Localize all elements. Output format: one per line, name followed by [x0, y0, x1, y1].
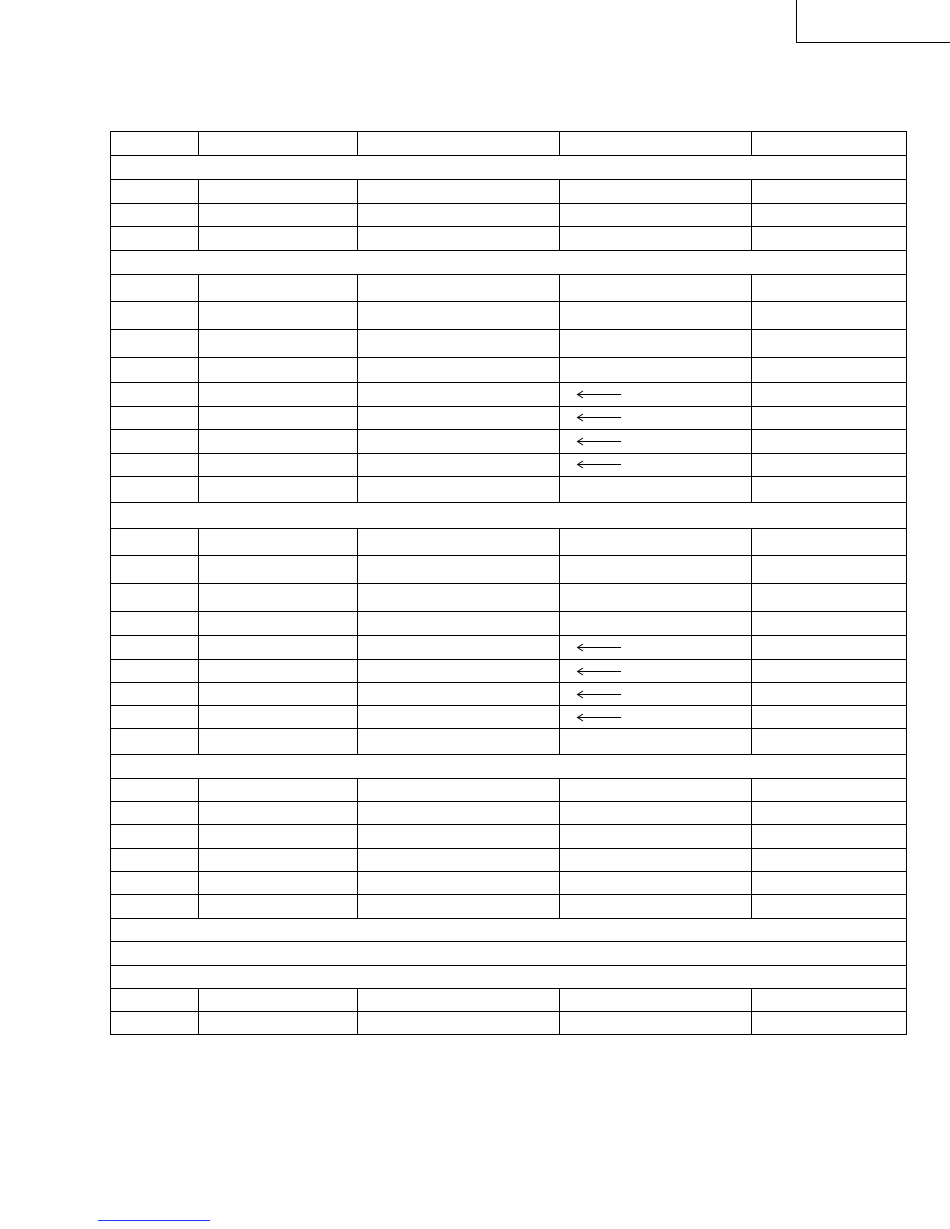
- table-row: [111, 706, 907, 729]
- table-cell: [199, 476, 358, 502]
- section-cell: [111, 251, 907, 275]
- table-cell: [560, 988, 752, 1011]
- table-cell: [199, 555, 358, 583]
- table-cell: [111, 358, 199, 383]
- table-cell: [358, 988, 560, 1011]
- table-row: [111, 825, 907, 849]
- table-cell: [199, 275, 358, 302]
- table-cell: [199, 872, 358, 895]
- table-cell: [199, 302, 358, 330]
- table-cell: [111, 611, 199, 635]
- table-cell: [111, 204, 199, 227]
- table-cell: [199, 583, 358, 611]
- table-cell: [111, 227, 199, 251]
- table-row: [111, 729, 907, 755]
- table-cell: [560, 204, 752, 227]
- table-cell: [199, 635, 358, 659]
- table-cell: [560, 802, 752, 825]
- table-cell: [358, 383, 560, 406]
- table-cell: [752, 330, 907, 358]
- left-arrow-icon: [576, 460, 622, 469]
- table-cell: [560, 528, 752, 555]
- table-cell: [358, 406, 560, 429]
- table-cell: [111, 779, 199, 802]
- table-cell: [560, 358, 752, 383]
- section-row: [111, 965, 907, 988]
- table-cell: [199, 729, 358, 755]
- table-cell: [560, 849, 752, 872]
- table-row: [111, 988, 907, 1011]
- table-cell: [199, 330, 358, 358]
- table-cell: [560, 683, 752, 706]
- table-cell: [752, 706, 907, 729]
- table-cell: [111, 988, 199, 1011]
- left-arrow-icon: [576, 643, 622, 652]
- table-cell: [199, 895, 358, 918]
- table-row: [111, 611, 907, 635]
- table-cell: [358, 429, 560, 453]
- left-arrow-icon: [576, 437, 622, 446]
- table-row: [111, 429, 907, 453]
- table-cell: [358, 825, 560, 849]
- table-row: [111, 227, 907, 251]
- table-cell: [199, 358, 358, 383]
- table-cell: [111, 275, 199, 302]
- table-cell: [358, 706, 560, 729]
- table-cell: [752, 227, 907, 251]
- table-cell: [358, 275, 560, 302]
- table-cell: [752, 659, 907, 682]
- table-cell: [358, 872, 560, 895]
- table-cell: [199, 825, 358, 849]
- table-cell: [111, 659, 199, 682]
- table-cell: [358, 180, 560, 204]
- left-arrow-icon: [576, 667, 622, 676]
- left-arrow-icon: [576, 690, 622, 699]
- table-row: [111, 555, 907, 583]
- table-cell: [199, 611, 358, 635]
- table-cell: [111, 895, 199, 918]
- table-cell: [199, 383, 358, 406]
- table-cell: [358, 583, 560, 611]
- table-row: [111, 302, 907, 330]
- table-cell: [358, 330, 560, 358]
- table-cell: [111, 330, 199, 358]
- table-cell: [199, 659, 358, 682]
- table-cell: [752, 204, 907, 227]
- table-cell: [111, 528, 199, 555]
- table-cell: [358, 635, 560, 659]
- table-cell: [111, 849, 199, 872]
- table-cell: [111, 383, 199, 406]
- table-cell: [358, 611, 560, 635]
- section-cell: [111, 156, 907, 180]
- table-row: [111, 849, 907, 872]
- table-cell: [752, 555, 907, 583]
- table-cell: [199, 1011, 358, 1034]
- table-cell: [111, 476, 199, 502]
- table-cell: [358, 802, 560, 825]
- table-cell: [560, 302, 752, 330]
- table-cell: [752, 453, 907, 476]
- table-cell: [358, 227, 560, 251]
- table-row: [111, 683, 907, 706]
- table-row: [111, 453, 907, 476]
- table-row: [111, 476, 907, 502]
- table-cell: [752, 180, 907, 204]
- table-cell: [560, 555, 752, 583]
- table-cell: [358, 895, 560, 918]
- table-cell: [358, 779, 560, 802]
- table-cell: [752, 611, 907, 635]
- table-cell: [111, 872, 199, 895]
- table-cell: [199, 988, 358, 1011]
- table-cell: [199, 779, 358, 802]
- table-cell: [199, 528, 358, 555]
- table-cell: [560, 825, 752, 849]
- table-cell: [199, 204, 358, 227]
- section-row: [111, 156, 907, 180]
- table-cell: [560, 872, 752, 895]
- table-cell: [752, 476, 907, 502]
- table-cell: [111, 706, 199, 729]
- table-cell: [752, 872, 907, 895]
- table-cell: [560, 635, 752, 659]
- table-row: [111, 872, 907, 895]
- table-cell: [752, 849, 907, 872]
- table-cell: [752, 528, 907, 555]
- section-row: [111, 941, 907, 965]
- table-cell: [358, 555, 560, 583]
- table-cell: [560, 895, 752, 918]
- table-cell: [199, 406, 358, 429]
- table-cell: [358, 476, 560, 502]
- table-row: [111, 779, 907, 802]
- table-cell: [560, 429, 752, 453]
- table-cell: [752, 825, 907, 849]
- table-row: [111, 132, 907, 156]
- table-row: [111, 406, 907, 429]
- section-cell: [111, 502, 907, 528]
- section-cell: [111, 918, 907, 941]
- table-cell: [752, 429, 907, 453]
- table-cell: [111, 683, 199, 706]
- table-cell: [752, 406, 907, 429]
- table-cell: [752, 275, 907, 302]
- left-arrow-icon: [576, 413, 622, 422]
- table-row: [111, 528, 907, 555]
- table-cell: [752, 383, 907, 406]
- table-cell: [358, 358, 560, 383]
- table-cell: [560, 1011, 752, 1034]
- table-cell: [111, 406, 199, 429]
- table-cell: [560, 729, 752, 755]
- table-cell: [111, 635, 199, 659]
- table-cell: [111, 555, 199, 583]
- table-row: [111, 330, 907, 358]
- table-cell: [752, 779, 907, 802]
- table-cell: [358, 528, 560, 555]
- table-cell: [358, 659, 560, 682]
- table-row: [111, 1011, 907, 1034]
- table-cell: [560, 779, 752, 802]
- left-arrow-icon: [576, 713, 622, 722]
- table-cell: [111, 802, 199, 825]
- table-cell: [358, 729, 560, 755]
- table-cell: [358, 204, 560, 227]
- table-cell: [752, 729, 907, 755]
- table-cell: [560, 583, 752, 611]
- footer-link-underline[interactable]: [98, 1220, 210, 1221]
- section-cell: [111, 941, 907, 965]
- table-row: [111, 635, 907, 659]
- table-cell: [199, 227, 358, 251]
- table-row: [111, 358, 907, 383]
- table-cell: [560, 180, 752, 204]
- table-row: [111, 895, 907, 918]
- table-cell: [752, 683, 907, 706]
- table-cell: [358, 302, 560, 330]
- table-cell: [752, 358, 907, 383]
- table-cell: [199, 683, 358, 706]
- section-row: [111, 502, 907, 528]
- table-cell: [560, 706, 752, 729]
- table-cell: [560, 406, 752, 429]
- table-cell: [111, 429, 199, 453]
- table-cell: [111, 583, 199, 611]
- table-cell: [560, 611, 752, 635]
- table-cell: [560, 227, 752, 251]
- table-cell: [111, 453, 199, 476]
- table-cell: [752, 895, 907, 918]
- spec-table: [110, 131, 907, 1035]
- table-cell: [358, 683, 560, 706]
- table-cell: [199, 132, 358, 156]
- table-cell: [111, 729, 199, 755]
- table-cell: [358, 849, 560, 872]
- table-cell: [560, 476, 752, 502]
- table-cell: [752, 1011, 907, 1034]
- table-row: [111, 180, 907, 204]
- table-cell: [560, 275, 752, 302]
- table-cell: [111, 132, 199, 156]
- table-row: [111, 383, 907, 406]
- table-cell: [560, 132, 752, 156]
- table-cell: [199, 706, 358, 729]
- table-cell: [752, 302, 907, 330]
- table-cell: [111, 180, 199, 204]
- table-cell: [111, 302, 199, 330]
- table-cell: [752, 802, 907, 825]
- table-cell: [199, 802, 358, 825]
- table-row: [111, 275, 907, 302]
- table-cell: [111, 1011, 199, 1034]
- table-cell: [752, 583, 907, 611]
- left-arrow-icon: [576, 390, 622, 399]
- section-row: [111, 251, 907, 275]
- table-cell: [199, 180, 358, 204]
- table-cell: [199, 453, 358, 476]
- section-row: [111, 755, 907, 779]
- table-cell: [358, 132, 560, 156]
- table-cell: [358, 1011, 560, 1034]
- table-row: [111, 802, 907, 825]
- table-cell: [752, 132, 907, 156]
- table-cell: [752, 988, 907, 1011]
- table-cell: [199, 429, 358, 453]
- section-row: [111, 918, 907, 941]
- table-cell: [111, 825, 199, 849]
- table-cell: [560, 453, 752, 476]
- table-cell: [560, 659, 752, 682]
- table-cell: [560, 383, 752, 406]
- table-cell: [560, 330, 752, 358]
- table-row: [111, 583, 907, 611]
- section-cell: [111, 755, 907, 779]
- table-row: [111, 659, 907, 682]
- table-row: [111, 204, 907, 227]
- section-cell: [111, 965, 907, 988]
- page-corner-box: [796, 0, 950, 43]
- table-cell: [199, 849, 358, 872]
- table-cell: [358, 453, 560, 476]
- table-cell: [752, 635, 907, 659]
